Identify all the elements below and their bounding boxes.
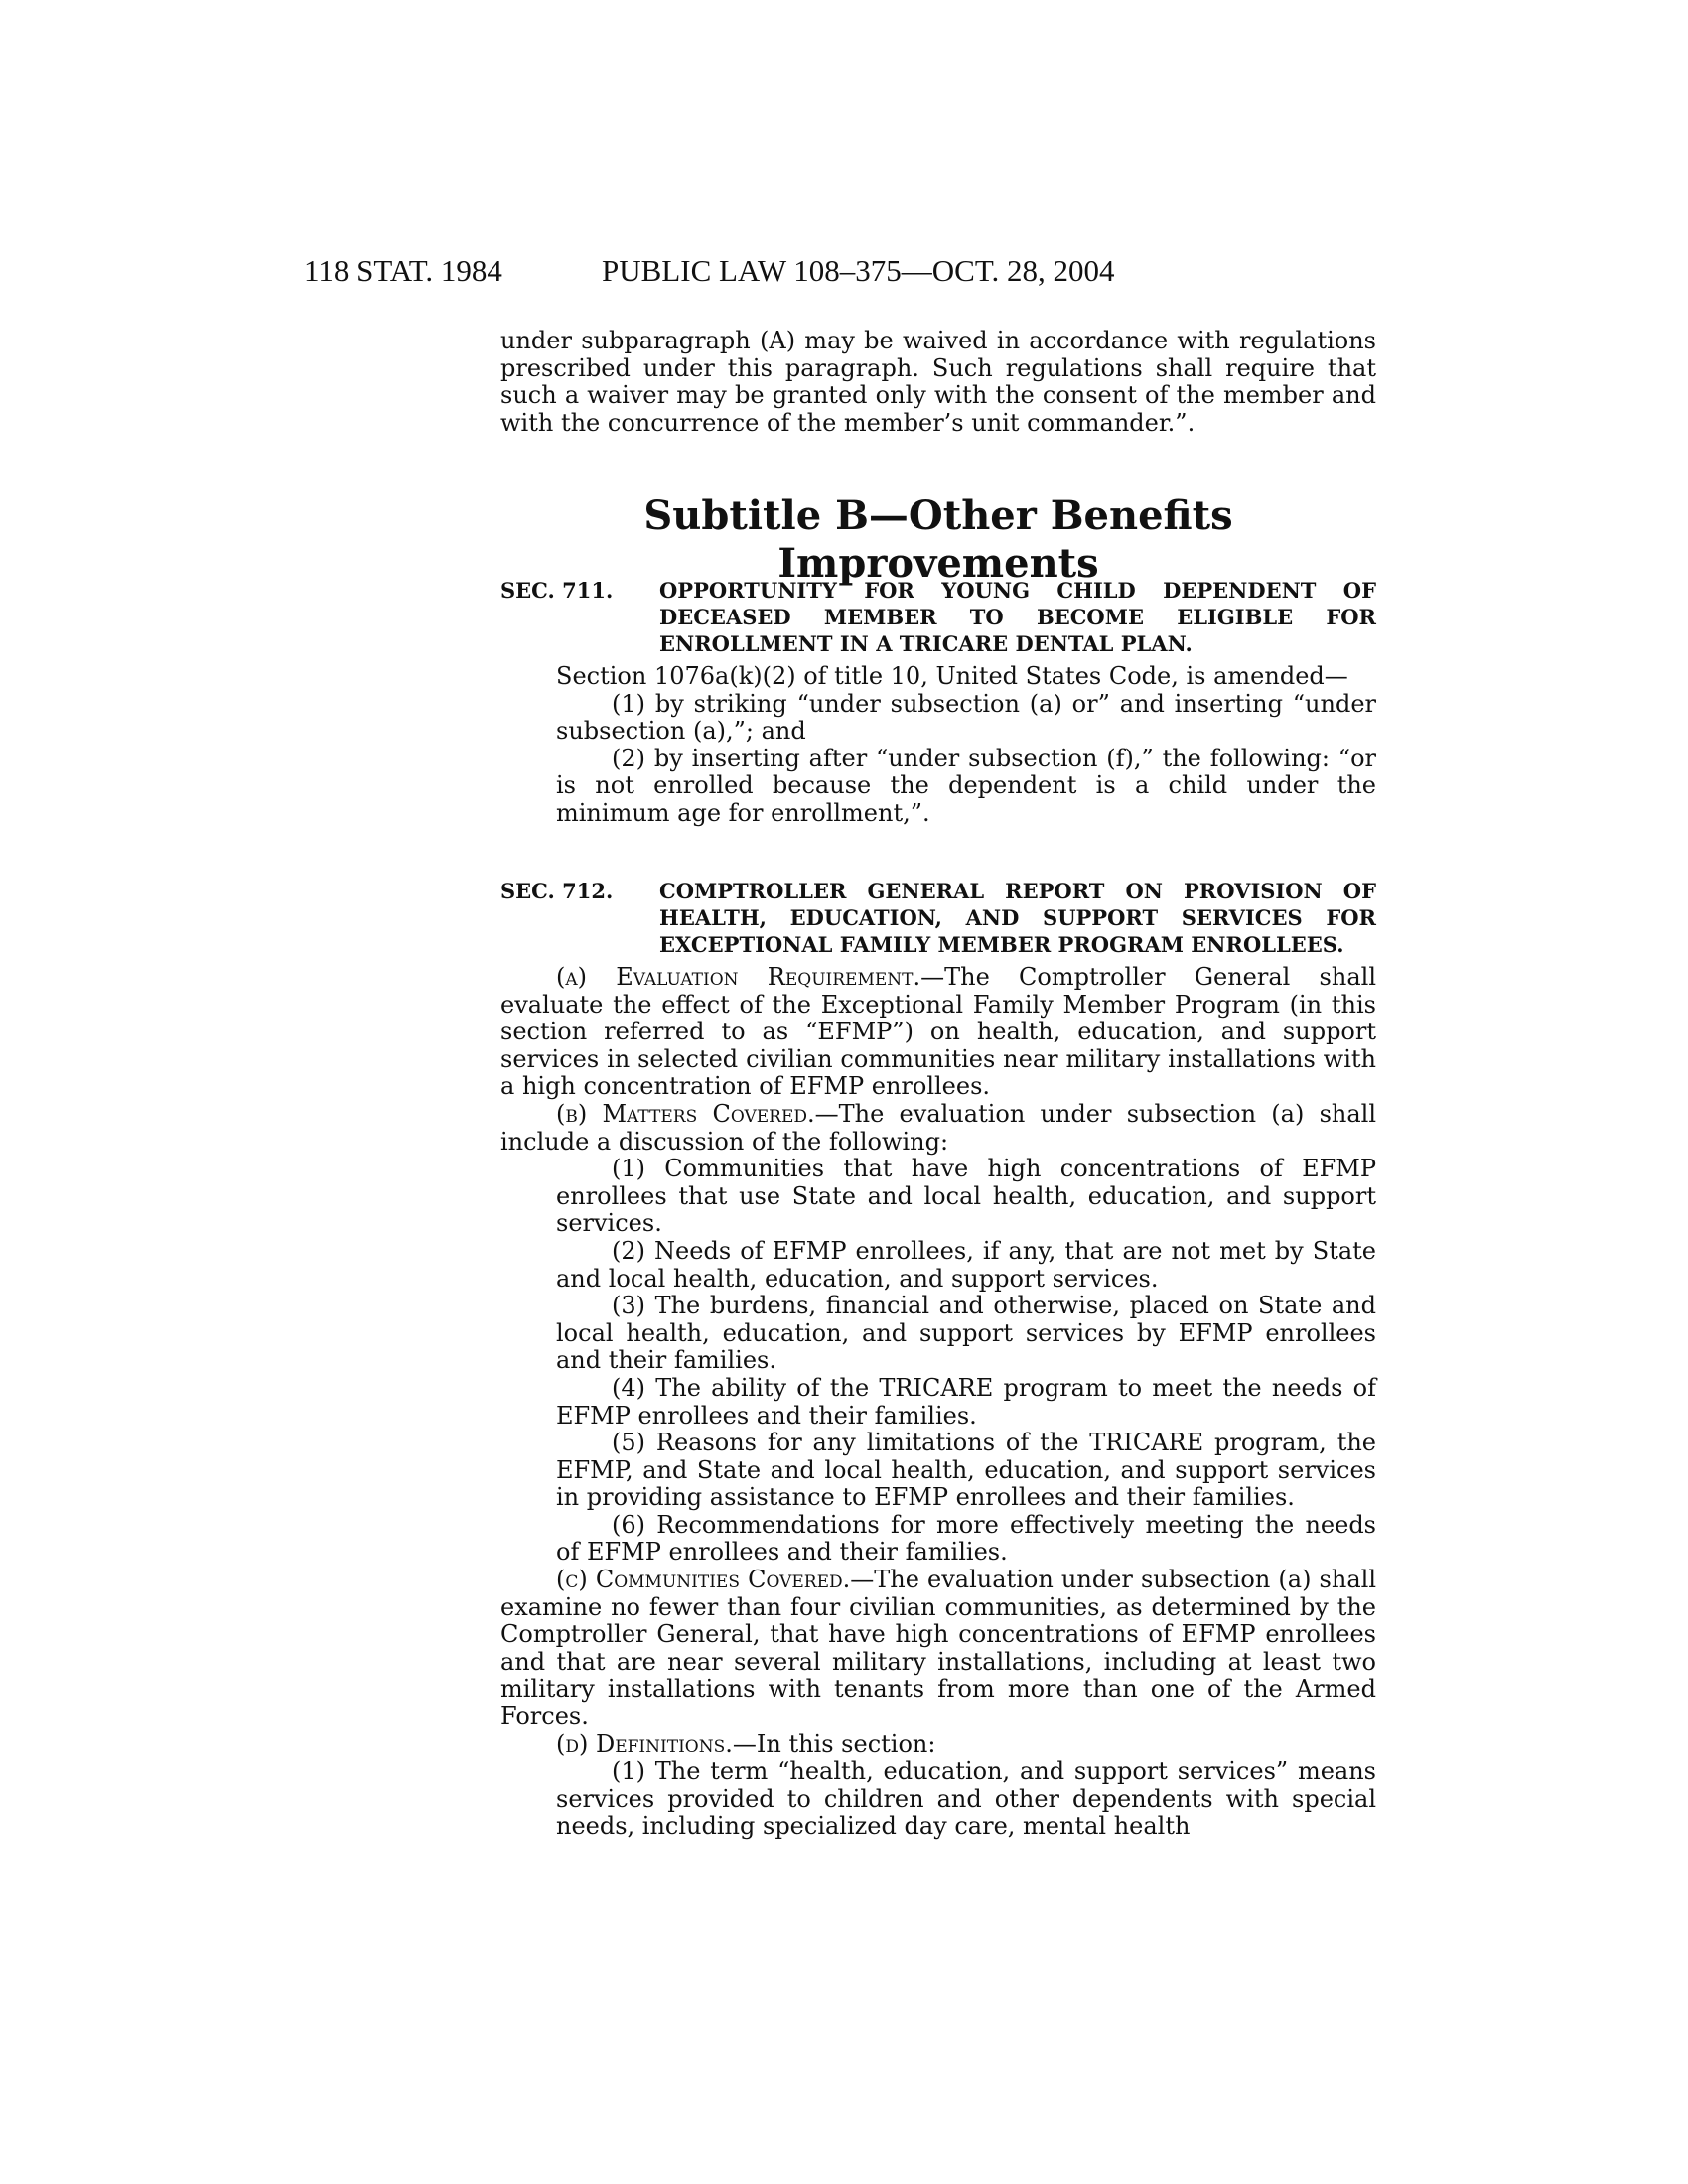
subsection-text: —The evaluation under subsection (a) shall include a discussion of the following:	[500, 1099, 1377, 1156]
subsection-heading: (a) Evaluation Requirement.	[556, 963, 921, 991]
statute-page-number: 118 STAT. 1984	[304, 253, 502, 288]
list-item: (4) The ability of the TRICARE program to meet the needs of EFMP enrollees and their families.	[556, 1373, 1376, 1430]
list-item: (2) by inserting after “under subsection (f),” the following: “or is not enrolled because the dependent is a child under the minimum age for enrollment,”.	[556, 744, 1376, 827]
list-item: (1) The term “health, education, and support services” means services provided to children and other dependents with special needs, including specialized day care, mental health	[556, 1757, 1376, 1841]
list-item: (6) Recommendations for more effectively meeting the needs of EFMP enrollees and their families.	[556, 1510, 1376, 1567]
subsection-heading: (b) Matters Covered.	[556, 1099, 815, 1128]
public-law-citation: PUBLIC LAW 108–375—OCT. 28, 2004	[602, 253, 1115, 288]
subsection-text: —In this section:	[732, 1729, 936, 1758]
section-712-body	[500, 964, 1376, 1841]
subsection-text: —The Comptroller General shall evaluate the effect of the Exceptional Family Member Program (in this section referred to as “EFMP”) on health, education, and support services in selected civilian communities near military installations with a high concentration of EFMP enrollees.	[500, 963, 1376, 1101]
subsection-heading: (c) Communities Covered.	[556, 1566, 851, 1594]
section-title: OPPORTUNITY FOR YOUNG CHILD DEPENDENT OF DECEASED MEMBER TO BECOME ELIGIBLE FOR ENROLLMENT IN A TRICARE DENTAL PLAN.	[659, 578, 1376, 656]
section-title: COMPTROLLER GENERAL REPORT ON PROVISION OF HEALTH, EDUCATION, AND SUPPORT SERVICES FOR EXCEPTIONAL FAMILY MEMBER PROGRAM ENROLLEES.	[659, 879, 1376, 957]
subsection-text: —The evaluation under subsection (a) shall examine no fewer than four civilian communities, as determined by the Comptroller General, that have high concentrations of EFMP enrollees and that are near several military installations, including at least two military installations with tenants from more than one of the Armed Forces.	[500, 1566, 1376, 1731]
list-item: (5) Reasons for any limitations of the TRICARE program, the EFMP, and State and local health, education, and support services in providing assistance to EFMP enrollees and their families.	[556, 1429, 1376, 1512]
continued-paragraph: under subparagraph (A) may be waived in accordance with regulations prescribed under this paragraph. Such regulations shall require that such a waiver may be granted only with the consent of the member and with the concurrence of the member’s unit commander.”.	[500, 327, 1376, 437]
section-711-heading	[500, 577, 1376, 657]
section-711-intro: Section 1076a(k)(2) of title 10, United States Code, is amended—	[556, 662, 1348, 690]
section-712-heading	[500, 878, 1376, 958]
subsection-b	[500, 1101, 1376, 1156]
section-number: SEC. 711.	[500, 578, 614, 603]
subsection-d	[500, 1731, 1376, 1759]
list-item: (2) Needs of EFMP enrollees, if any, that are not met by State and local health, education, and support services.	[556, 1236, 1376, 1293]
continued-text	[500, 328, 1376, 437]
subsection-heading: (d) Definitions.	[556, 1729, 733, 1758]
section-number: SEC. 712.	[500, 879, 614, 903]
section-711-body	[500, 663, 1376, 828]
subsection-a	[500, 964, 1376, 1101]
list-item: (1) by striking “under subsection (a) or” and inserting “under subsection (a),”; and	[556, 689, 1376, 746]
list-item: (3) The burdens, financial and otherwise, placed on State and local health, education, and support services by EFMP enrollees and their families.	[556, 1292, 1376, 1375]
subtitle-heading: Subtitle B—Other Benefits Improvements	[643, 492, 1233, 587]
list-item: (1) Communities that have high concentrations of EFMP enrollees that use State and local health, education, and support services.	[556, 1155, 1376, 1238]
subsection-c	[500, 1567, 1376, 1731]
